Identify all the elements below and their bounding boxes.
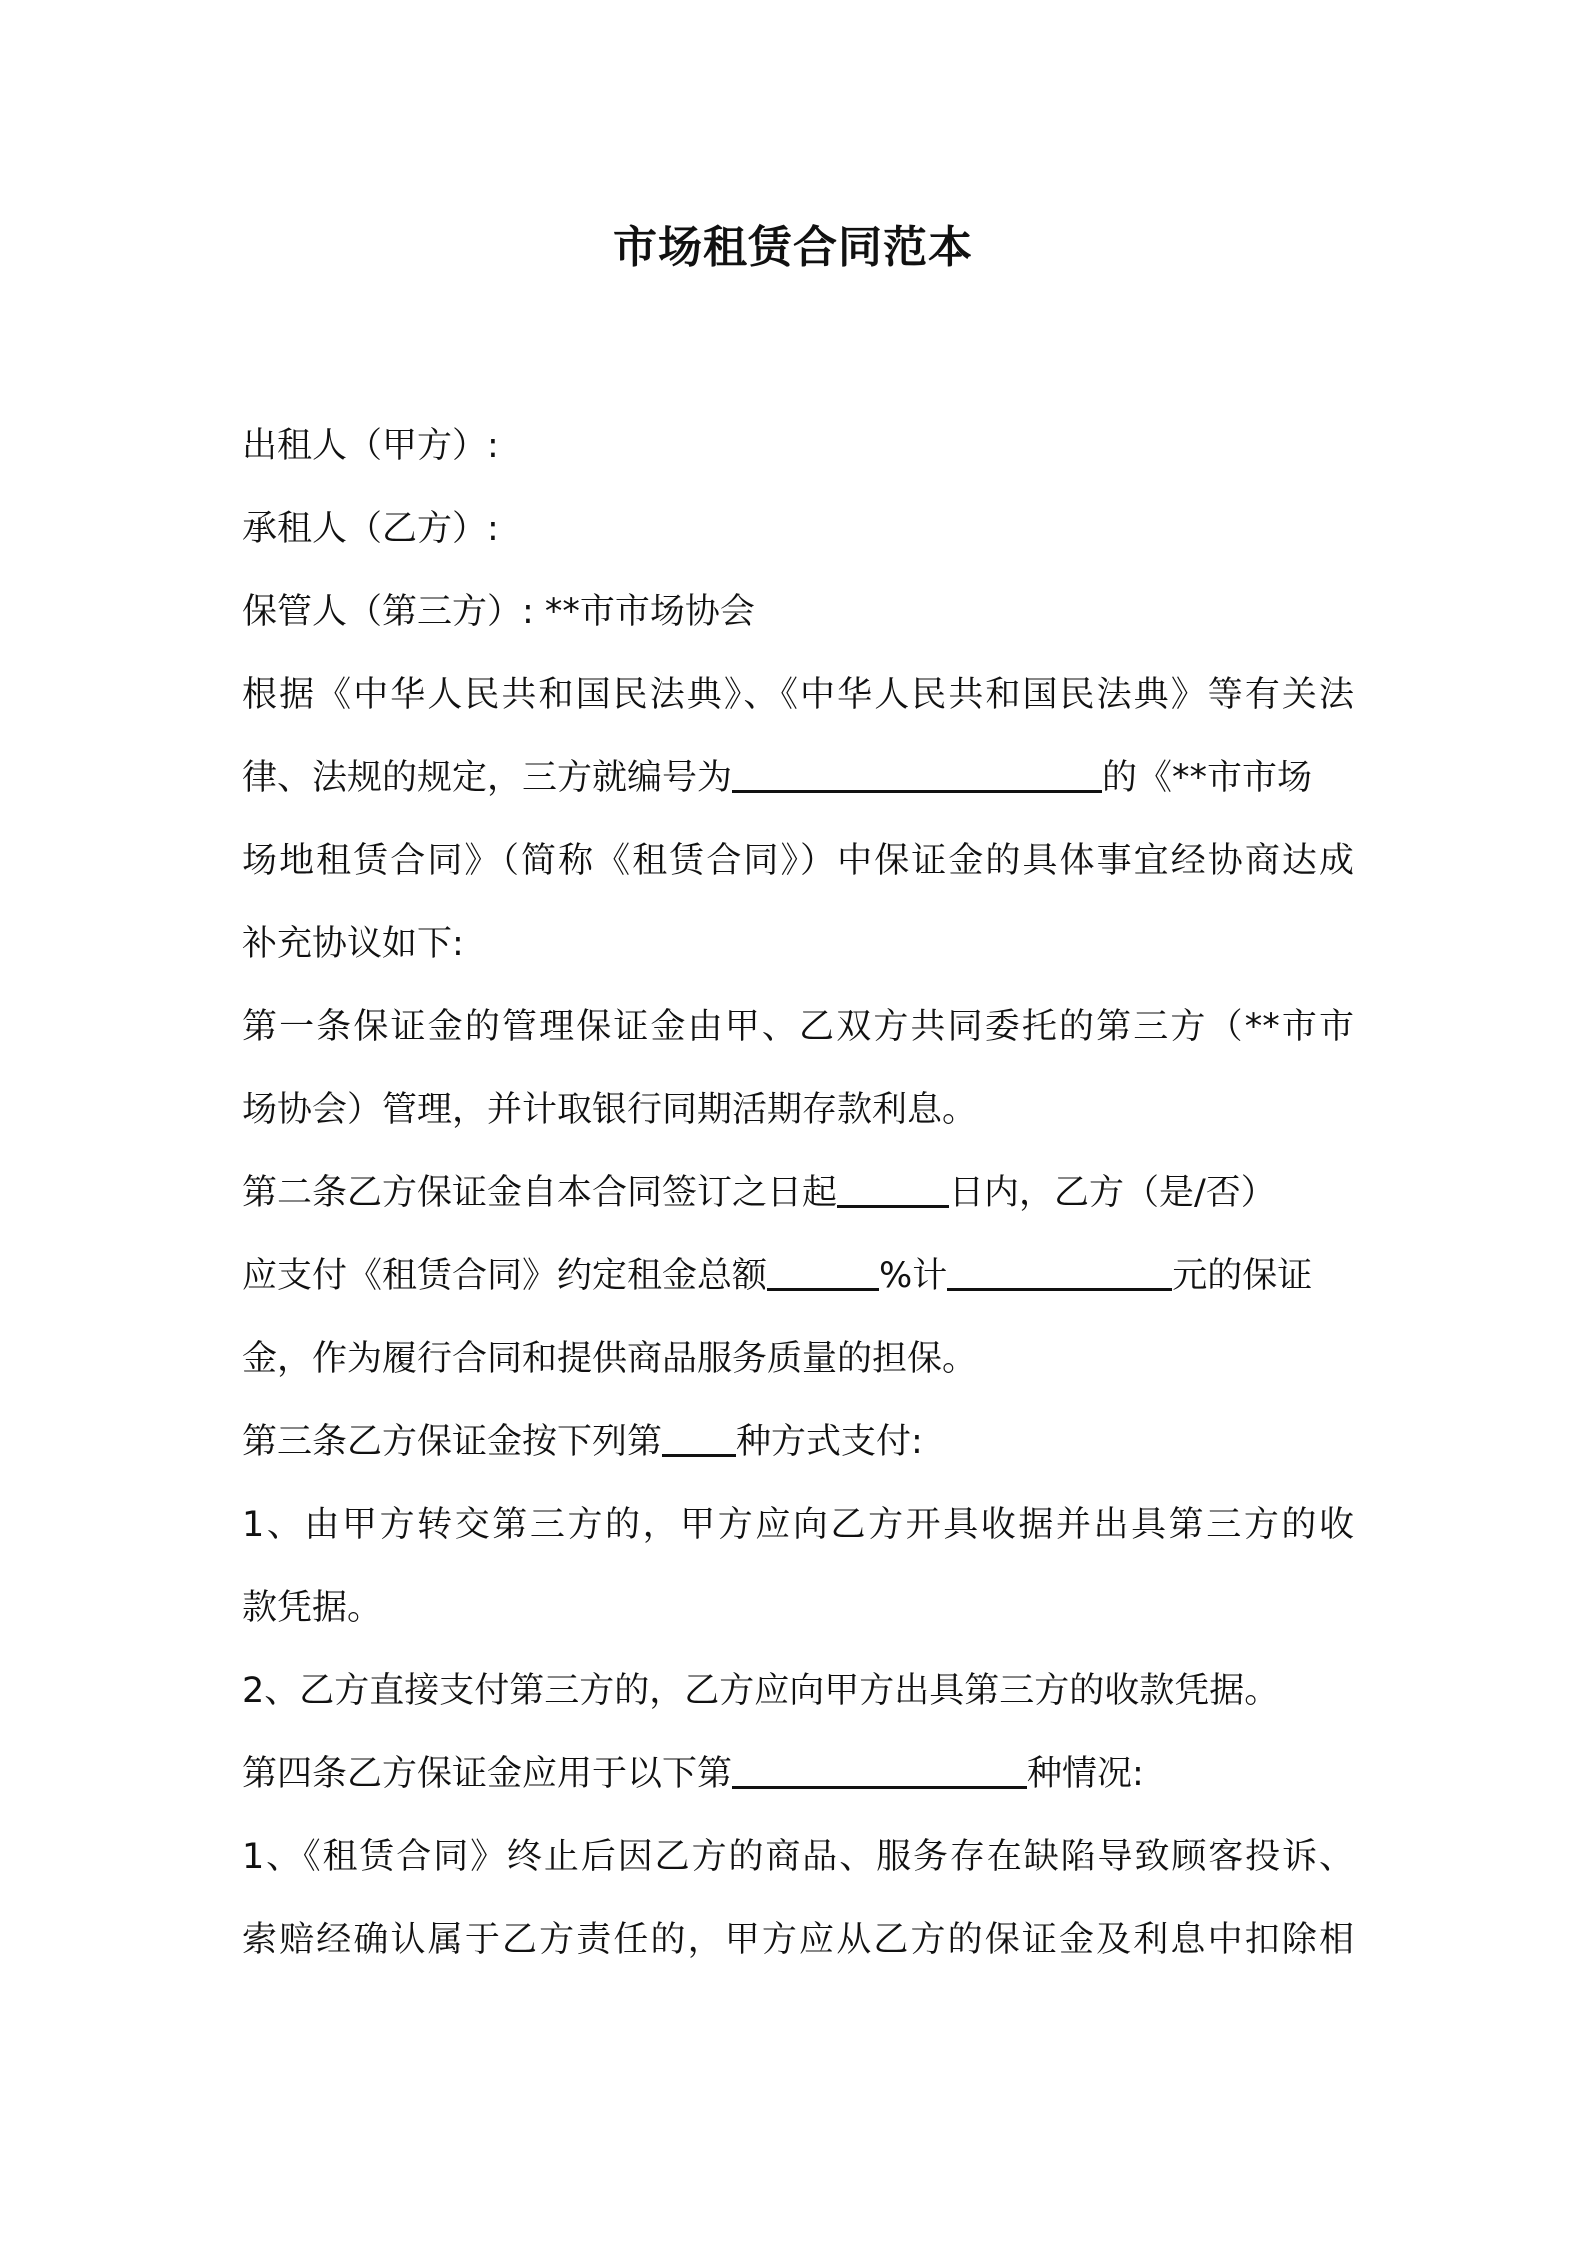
line-basis: 根据《中华人民共和国民法典》、《中华人民共和国民法典》等有关法 — [242, 675, 1354, 715]
blank-payment-method — [662, 1414, 736, 1457]
line-text: 第三条乙方保证金按下列第 — [242, 1422, 663, 1462]
line-method-1a: 1、由甲方转交第三方的，甲方应向乙方开具收据并出具第三方的收 — [242, 1505, 1354, 1545]
document-body — [242, 405, 1354, 1982]
line-article-2c: 金，作为履行合同和提供商品服务质量的担保。 — [242, 1339, 978, 1379]
line-situation-1a: 1、《租赁合同》终止后因乙方的商品、服务存在缺陷导致顾客投诉、 — [242, 1837, 1354, 1877]
document-title: 市场租赁合同范本 — [613, 222, 973, 273]
line-article-1a: 第一条保证金的管理保证金由甲、乙双方共同委托的第三方（**市市 — [242, 1007, 1354, 1047]
line-article-1b: 场协会）管理，并计取银行同期活期存款利息。 — [242, 1090, 978, 1130]
line-text: 律、法规的规定，三方就编号为 — [242, 758, 733, 798]
line-article-4 — [242, 1733, 1354, 1816]
line-custodian: 保管人（第三方）: **市市场协会 — [242, 592, 755, 632]
line-article-3 — [242, 1401, 1354, 1484]
line-text: 的《**市市场 — [1102, 758, 1313, 798]
line-article-2b — [242, 1235, 1354, 1318]
line-text: 日内，乙方（是/否） — [949, 1173, 1276, 1213]
line-lessee: 承租人（乙方）: — [242, 509, 499, 549]
line-method-2: 2、乙方直接支付第三方的，乙方应向甲方出具第三方的收款凭据。 — [242, 1671, 1280, 1711]
line-agreement-intro: 补充协议如下: — [242, 924, 464, 964]
line-article-2a — [242, 1152, 1354, 1235]
line-contract-number — [242, 737, 1354, 820]
line-text: 元的保证 — [1172, 1256, 1313, 1296]
line-method-1b: 款凭据。 — [242, 1588, 383, 1628]
blank-situation — [732, 1746, 1027, 1789]
blank-contract-number — [732, 750, 1102, 793]
blank-amount — [947, 1248, 1172, 1291]
blank-percent — [767, 1248, 879, 1291]
line-text: 种方式支付: — [736, 1422, 923, 1462]
line-lessor: 出租人（甲方）: — [242, 426, 499, 466]
line-text: %计 — [879, 1256, 948, 1296]
line-situation-1b: 索赔经确认属于乙方责任的，甲方应从乙方的保证金及利息中扣除相 — [242, 1920, 1354, 1960]
line-text: 种情况: — [1027, 1754, 1144, 1794]
blank-days — [837, 1165, 949, 1208]
line-text: 应支付《租赁合同》约定租金总额 — [242, 1256, 768, 1296]
line-lease-contract: 场地租赁合同》（简称《租赁合同》）中保证金的具体事宜经协商达成 — [242, 841, 1354, 881]
line-text: 第二条乙方保证金自本合同签订之日起 — [242, 1173, 838, 1213]
line-text: 第四条乙方保证金应用于以下第 — [242, 1754, 733, 1794]
